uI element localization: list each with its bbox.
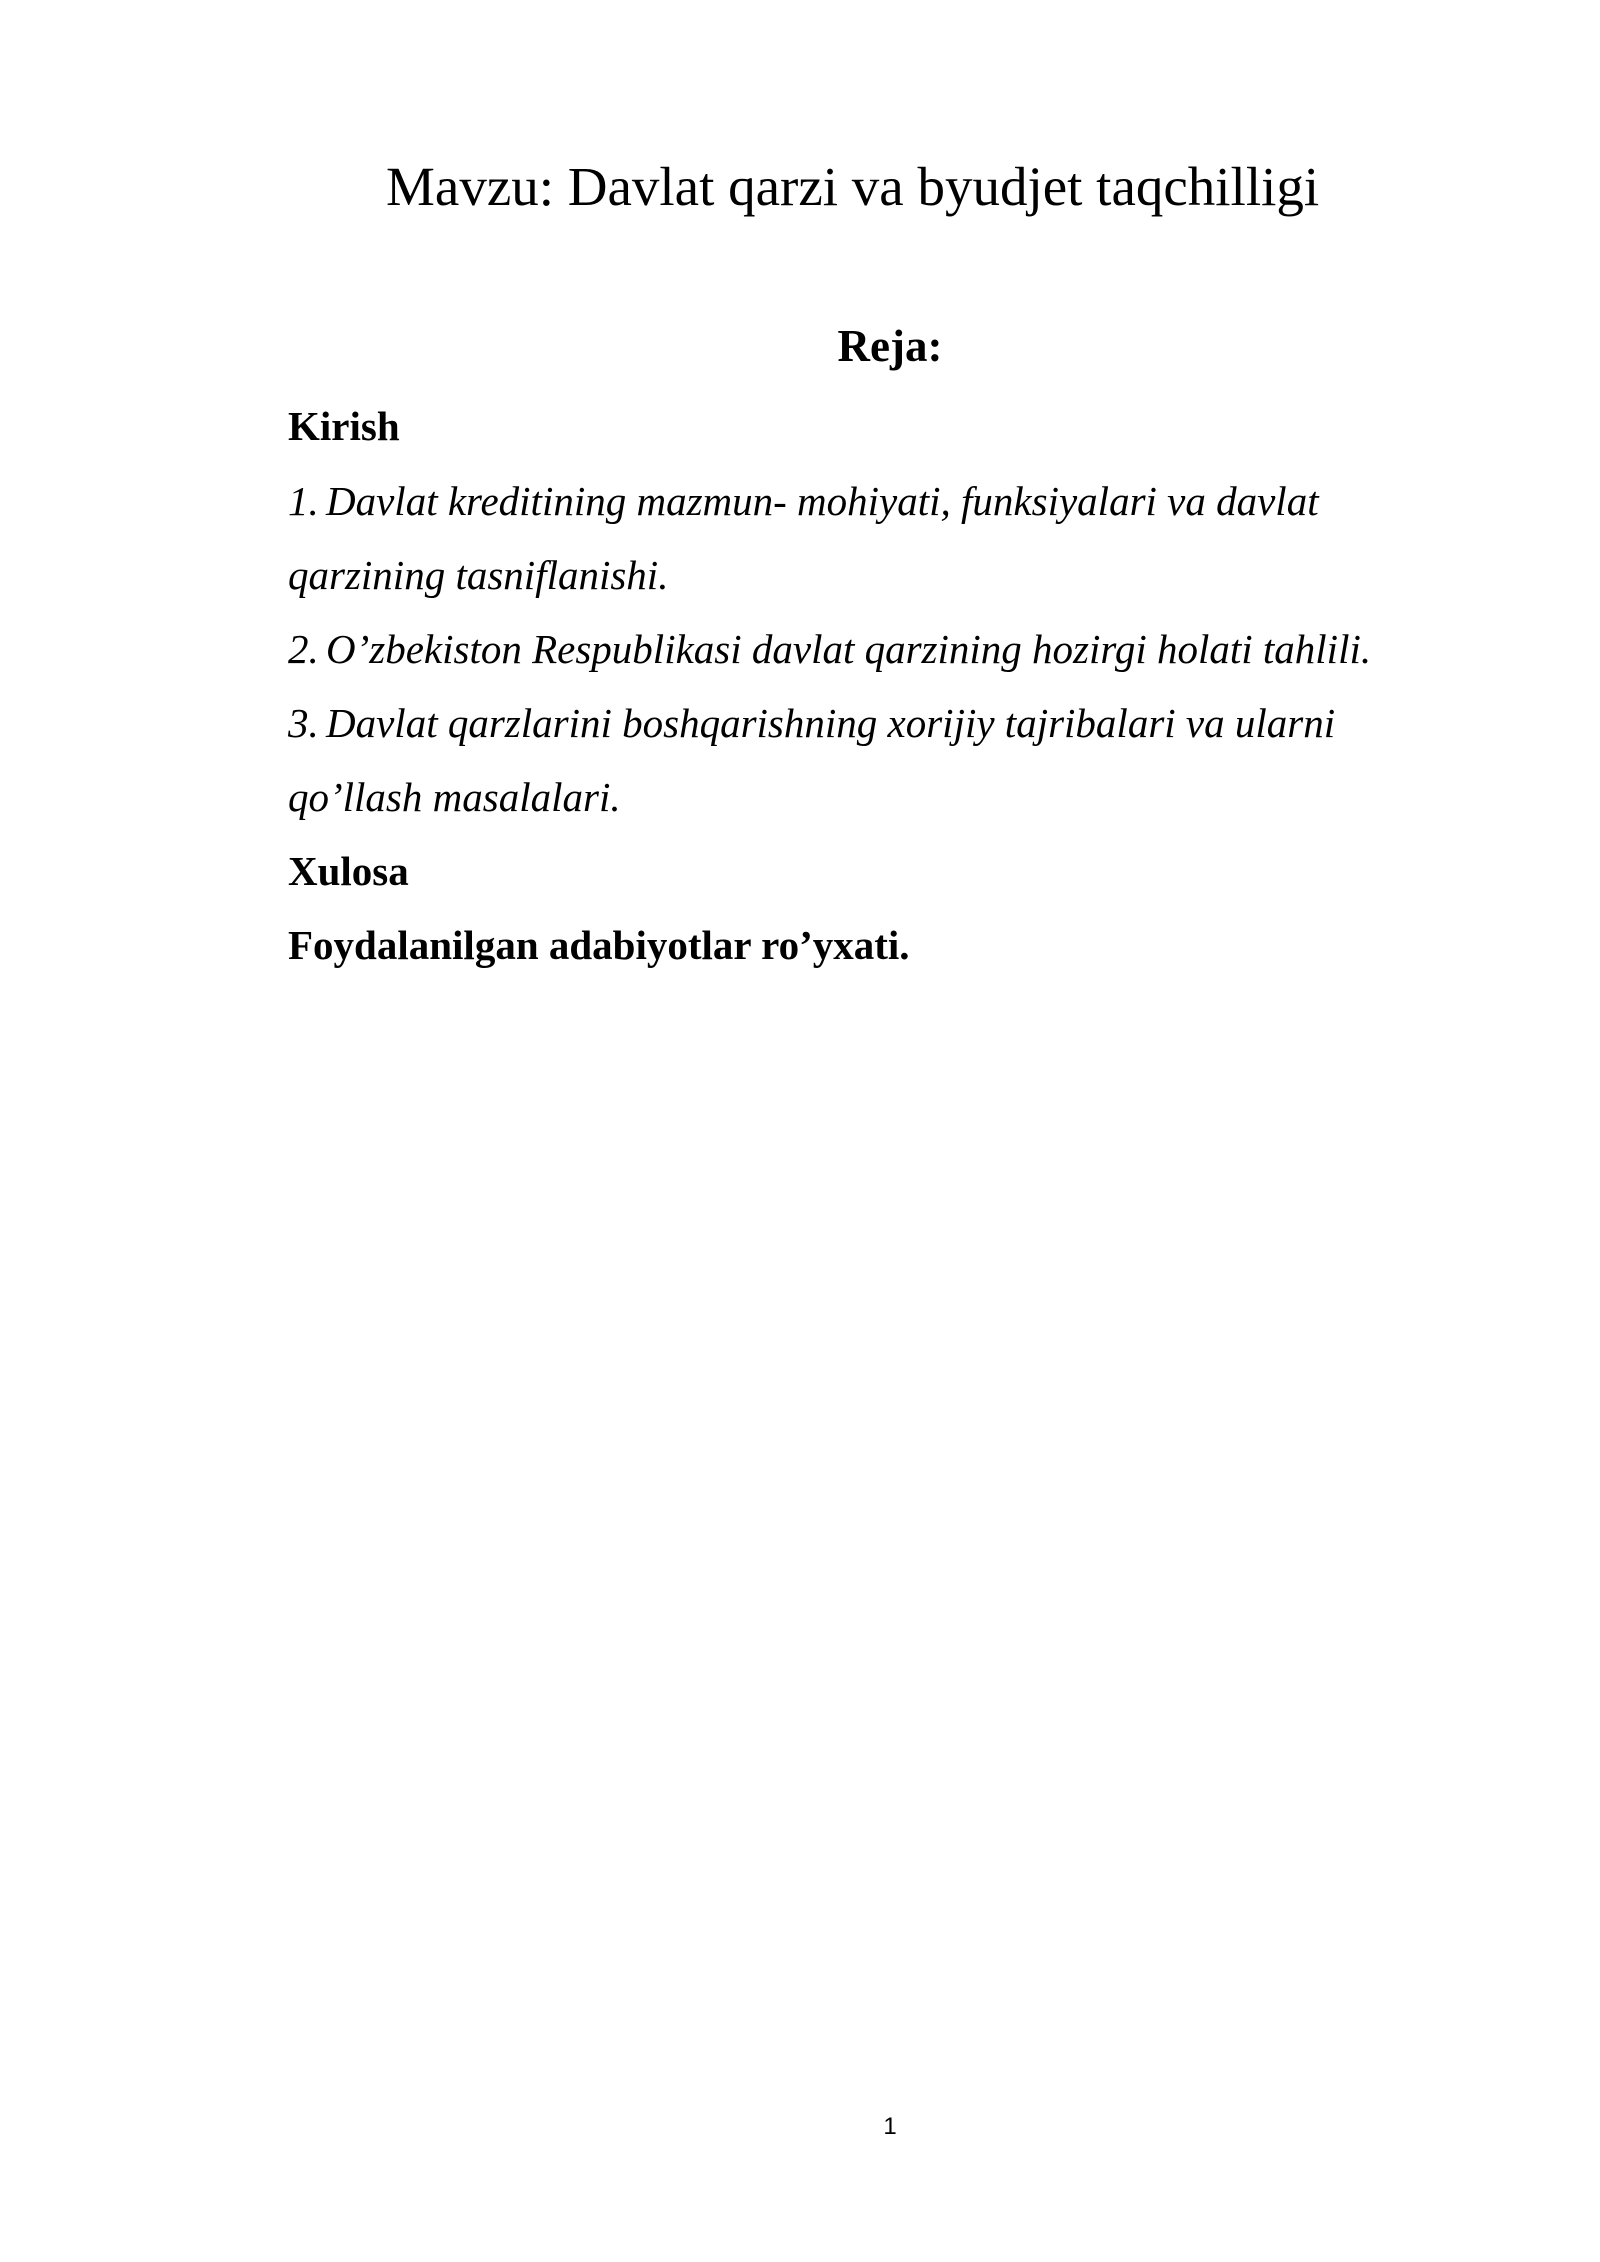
plan-item-3 bbox=[288, 697, 1335, 749]
conclusion-heading: Xulosa bbox=[288, 848, 409, 894]
plan-item-number: 1. bbox=[288, 478, 319, 524]
plan-heading: Reja: bbox=[837, 321, 943, 371]
document-title: Mavzu: Davlat qarzi va byudjet taqchilligi bbox=[386, 156, 1320, 217]
plan-item-1-continuation: qarzining tasniflanishi. bbox=[288, 552, 669, 598]
plan-item-number: 3. bbox=[288, 700, 319, 746]
plan-item-number: 2. bbox=[288, 626, 319, 672]
intro-heading: Kirish bbox=[288, 403, 400, 449]
references-heading: Foydalanilgan adabiyotlar ro’yxati. bbox=[288, 922, 910, 968]
plan-item-2 bbox=[288, 623, 1371, 675]
page-number: 1 bbox=[883, 2113, 897, 2140]
plan-item-text: Davlat kreditining mazmun- mohiyati, funksiyalari va davlat bbox=[326, 478, 1319, 524]
plan-item-text: O’zbekiston Respublikasi davlat qarzining hozirgi holati tahlili. bbox=[326, 626, 1372, 672]
plan-item-1 bbox=[288, 475, 1319, 527]
plan-item-text: Davlat qarzlarini boshqarishning xorijiy tajribalari va ularni bbox=[326, 700, 1336, 746]
plan-item-3-continuation: qo’llash masalalari. bbox=[288, 774, 621, 820]
